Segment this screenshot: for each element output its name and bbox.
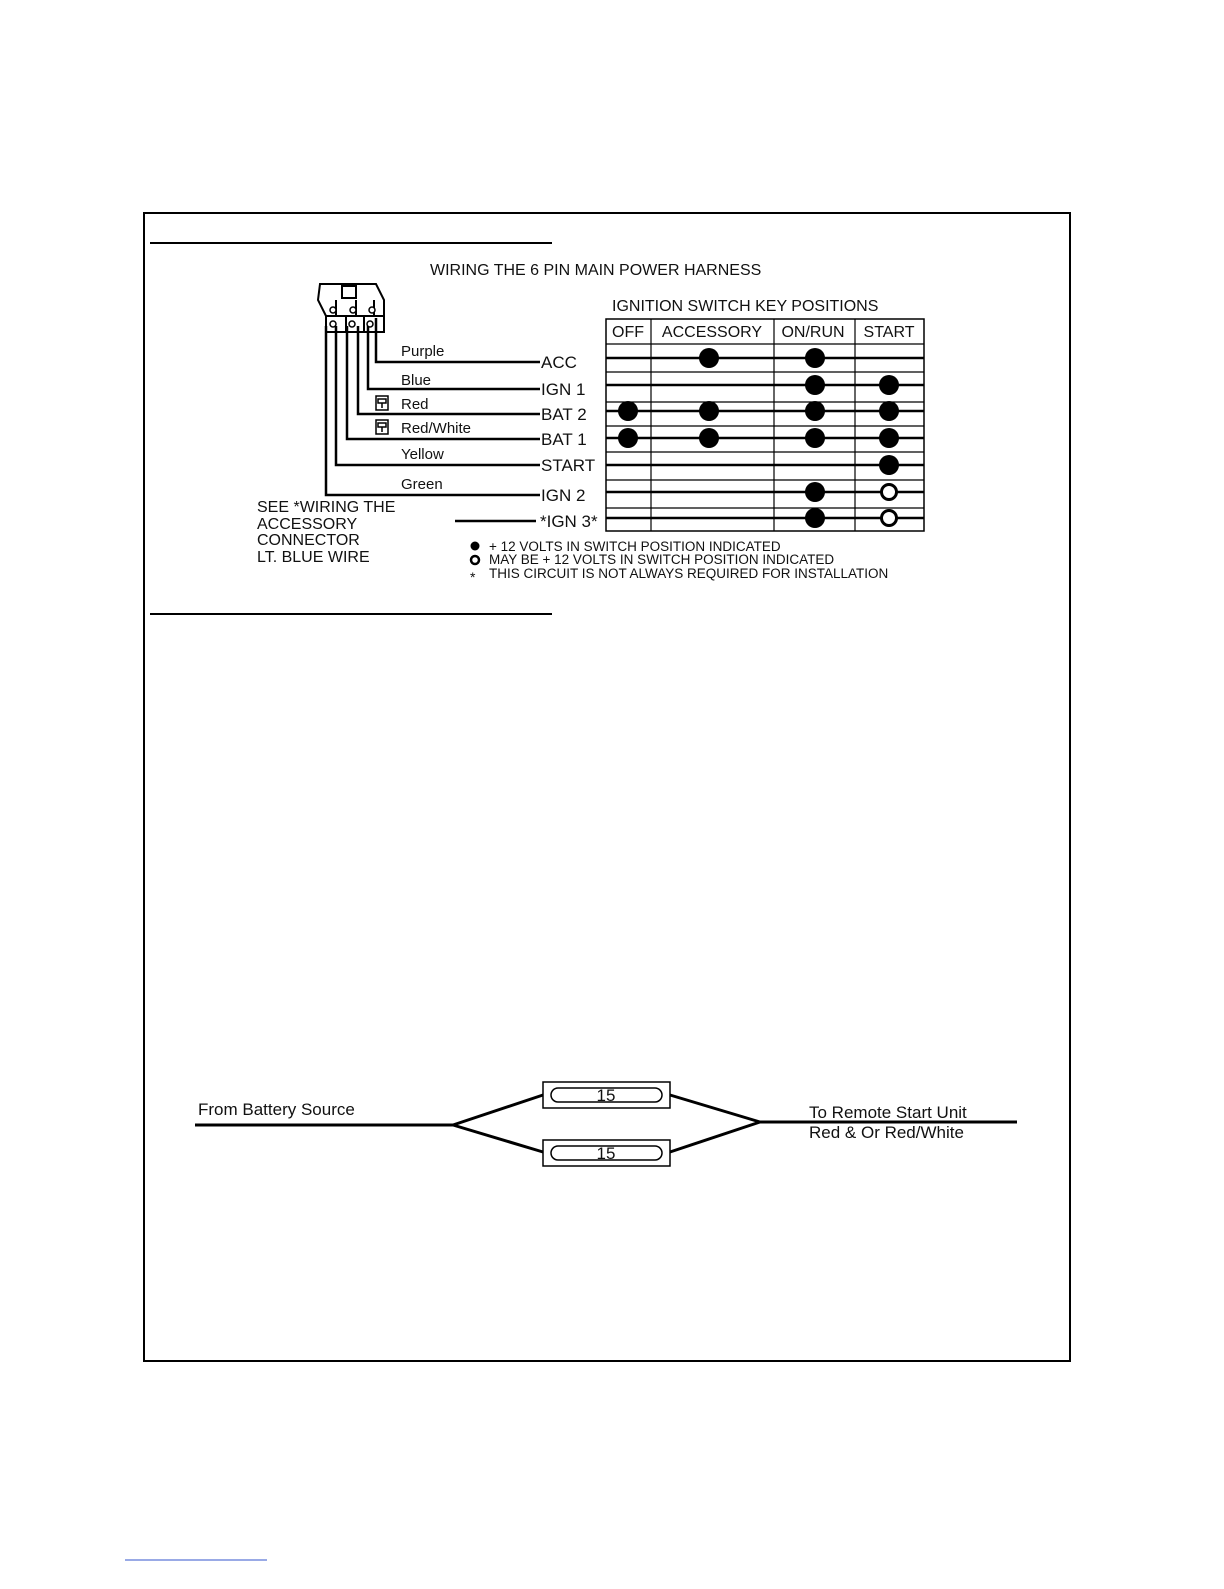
- state-dot-full-ign-1-3: [879, 375, 899, 395]
- state-dot-full-ign-2-2: [805, 482, 825, 502]
- switch-table-title: IGNITION SWITCH KEY POSITIONS: [612, 298, 879, 315]
- wire-label-yellow: Yellow: [401, 446, 444, 463]
- state-dot-full-bat-2-0: [618, 401, 638, 421]
- state-dot-open-ign-3-3: [882, 511, 897, 526]
- state-dot-full-acc-2: [805, 348, 825, 368]
- wire-label-red-white: Red/White: [401, 420, 472, 437]
- accessory-note-line-1: SEE *WIRING THE: [257, 499, 396, 516]
- wire-label-blue: Blue: [401, 372, 432, 389]
- terminal-label-bat1: BAT 1: [541, 430, 587, 449]
- state-dot-full-start-3: [879, 455, 899, 475]
- column-header-off: OFF: [612, 324, 644, 341]
- switch-table-marks: [606, 348, 924, 528]
- blue-wire: [368, 326, 540, 389]
- column-header-on-run: ON/RUN: [781, 324, 845, 341]
- state-dot-full-ign-1-2: [805, 375, 825, 395]
- wire-label-red: Red: [401, 396, 429, 413]
- terminal-label-acc: ACC: [541, 353, 577, 372]
- legend-star-symbol: *: [470, 569, 476, 585]
- state-dot-full-bat-2-1: [699, 401, 719, 421]
- fuse-2-rating: 15: [596, 1144, 616, 1163]
- terminal-label-bat2: BAT 2: [541, 405, 587, 424]
- accessory-note-line-4: LT. BLUE WIRE: [257, 549, 370, 566]
- harness-title: WIRING THE 6 PIN MAIN POWER HARNESS: [430, 262, 762, 279]
- wire-label-green: Green: [401, 476, 443, 493]
- legend-open-text: MAY BE + 12 VOLTS IN SWITCH POSITION INDICATED: [489, 552, 835, 567]
- terminal-label-ign3: *IGN 3*: [540, 512, 598, 531]
- state-dot-full-bat-1-0: [618, 428, 638, 448]
- terminal-label-ign2: IGN 2: [541, 486, 586, 505]
- terminal-label-ign1: IGN 1: [541, 380, 586, 399]
- state-dot-full-acc-1: [699, 348, 719, 368]
- state-dot-full-bat-1-2: [805, 428, 825, 448]
- red-wire-fuse-icon: [376, 396, 388, 410]
- accessory-note-line-2: ACCESSORY: [257, 516, 358, 533]
- state-dot-full-ign-3-2: [805, 508, 825, 528]
- switch-table-grid: [606, 319, 924, 531]
- battery-source-label: From Battery Source: [198, 1100, 355, 1119]
- legend-full-dot-icon: [471, 542, 480, 551]
- state-dot-full-bat-2-3: [879, 401, 899, 421]
- state-dot-full-bat-2-2: [805, 401, 825, 421]
- terminal-label-start: START: [541, 456, 596, 475]
- remote-start-label-line-1: To Remote Start Unit: [809, 1103, 967, 1122]
- wire-label-purple: Purple: [401, 343, 445, 360]
- state-dot-full-bat-1-1: [699, 428, 719, 448]
- accessory-note-line-3: CONNECTOR: [257, 532, 360, 549]
- legend-open-dot-icon: [471, 556, 479, 564]
- legend-star-text: THIS CIRCUIT IS NOT ALWAYS REQUIRED FOR INSTALLATION: [489, 566, 889, 581]
- column-header-accessory: ACCESSORY: [661, 324, 763, 341]
- column-header-start: START: [863, 324, 915, 341]
- remote-start-label-line-2: Red & Or Red/White: [809, 1123, 964, 1142]
- legend-full-text: + 12 VOLTS IN SWITCH POSITION INDICATED: [489, 539, 781, 554]
- state-dot-open-ign-2-3: [882, 485, 897, 500]
- state-dot-full-bat-1-3: [879, 428, 899, 448]
- fuse-1-rating: 15: [596, 1086, 616, 1105]
- red-white-wire-fuse-icon: [376, 420, 388, 434]
